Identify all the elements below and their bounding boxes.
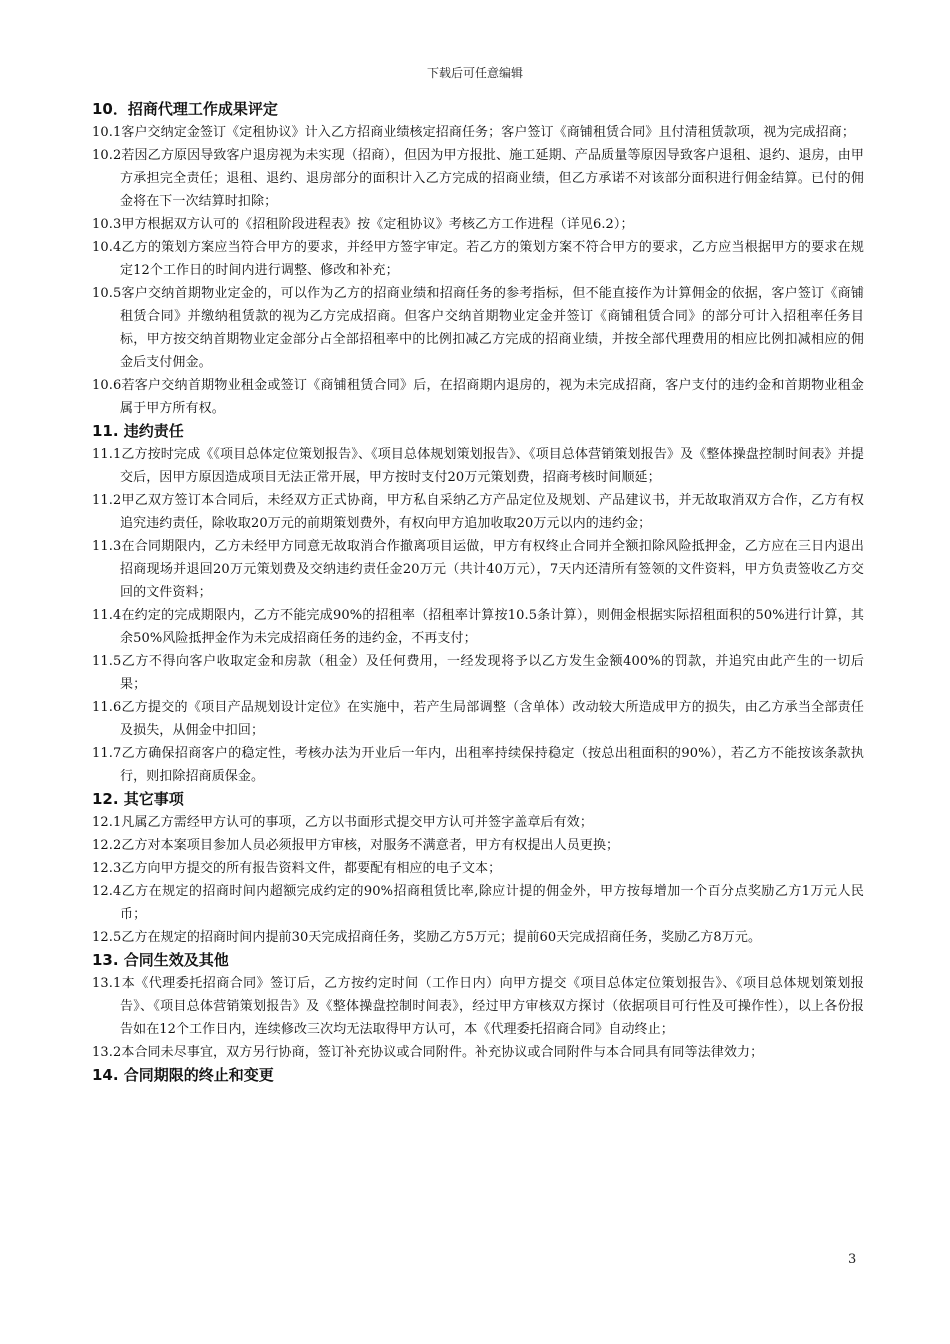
page-header: 下载后可任意编辑 — [426, 66, 523, 80]
clause-10-6: 10.6若客户交纳首期物业租金或签订《商铺租赁合同》后，在招商期内退房的，视为未完成招商，客户支付的违约金和首期物业租金属于甲方所有权。 — [92, 378, 864, 416]
clause-13-2: 13.2本合同未尽事宜，双方另行协商，签订补充协议或合同附件。补充协议或合同附件与本合同具有同等法律效力； — [92, 1045, 764, 1060]
clause-10-3: 10.3甲方根据双方认可的《招租阶段进程表》按《定租协议》考核乙方工作进程（详见6.2）； — [92, 217, 634, 232]
page-number: 3 — [848, 1252, 857, 1267]
clause-11-6: 11.6乙方提交的《项目产品规划设计定位》在实施中，若产生局部调整（含单体）改动较大所造成甲方的损失，由乙方承当全部责任及损失，从佣金中扣回； — [92, 700, 864, 738]
clause-11-2: 11.2甲乙双方签订本合同后，未经双方正式协商，甲方私自采纳乙方产品定位及规划、产品建议书，并无故取消双方合作，乙方有权追究违约责任，除收取20万元的前期策划费外，有权向甲方追加收取20万元以内的违约金； — [92, 493, 864, 531]
clause-12-1: 12.1凡属乙方需经甲方认可的事项，乙方以书面形式提交甲方认可并签字盖章后有效； — [92, 815, 593, 830]
section-title: 10．招商代理工作成果评定 — [92, 100, 278, 118]
clause-10-4: 10.4乙方的策划方案应当符合甲方的要求，并经甲方签字审定。若乙方的策划方案不符合甲方的要求，乙方应当根据甲方的要求在规定12个工作日的时间内进行调整、修改和补充； — [92, 240, 864, 278]
section-12 — [92, 788, 864, 949]
document-body — [92, 98, 864, 1087]
clause-11-3: 11.3在合同期限内，乙方未经甲方同意无故取消合作撤离项目运做，甲方有权终止合同并全额扣除风险抵押金，乙方应在三日内退出招商现场并退回20万元策划费及交纳违约责任金20万元（共计40万元），7天内还清所有签领的文件资料，甲方负责签收乙方交回的文件资料； — [92, 539, 864, 600]
clause-11-1: 11.1乙方按时完成《《项目总体定位策划报告》、《项目总体规划策划报告》、《项目总体营销策划报告》及《整体操盘控制时间表》并提交后，因甲方原因造成项目无法正常开展，甲方按时支付20万元策划费，招商考核时间顺延； — [92, 447, 864, 485]
clause-13-1: 13.1本《代理委托招商合同》签订后，乙方按约定时间（工作日内）向甲方提交《项目总体定位策划报告》、《项目总体规划策划报告》、《项目总体营销策划报告》及《整体操盘控制时间表》，经过甲方审核双方探讨（依据项目可行性及可操作性），以上各份报告如在12个工作日内，连续修改三次均无法取得甲方认可，本《代理委托招商合同》自动终止； — [92, 976, 864, 1037]
clause-11-5: 11.5乙方不得向客户收取定金和房款（租金）及任何费用，一经发现将予以乙方发生金额400%的罚款，并追究由此产生的一切后果； — [92, 654, 864, 692]
section-13 — [92, 949, 864, 1064]
section-11 — [92, 420, 864, 788]
clause-12-4: 12.4乙方在规定的招商时间内超额完成约定的90%招商租赁比率,除应计提的佣金外，甲方按每增加一个百分点奖励乙方1万元人民币； — [92, 884, 864, 922]
section-title: 13. 合同生效及其他 — [92, 951, 229, 969]
clause-11-7: 11.7乙方确保招商客户的稳定性，考核办法为开业后一年内，出租率持续保持稳定（按总出租面积的90%），若乙方不能按该条款执行，则扣除招商质保金。 — [92, 746, 864, 784]
section-10 — [92, 98, 864, 420]
clause-12-3: 12.3乙方向甲方提交的所有报告资料文件，都要配有相应的电子文本； — [92, 861, 502, 876]
section-title: 14. 合同期限的终止和变更 — [92, 1066, 274, 1084]
clause-10-5: 10.5客户交纳首期物业定金的，可以作为乙方的招商业绩和招商任务的参考指标，但不能直接作为计算佣金的依据，客户签订《商铺租赁合同》并缴纳租赁款的视为乙方完成招商。但客户交纳首期物业定金并签订《商铺租赁合同》的部分可计入招租率任务目标，甲方按交纳首期物业定金部分占全部招租率中的比例扣减乙方完成的招商业绩，并按全部代理费用的相应比例扣减相应的佣金后支付佣金。 — [92, 286, 864, 370]
section-14 — [92, 1064, 864, 1086]
clause-12-5: 12.5乙方在规定的招商时间内提前30天完成招商任务，奖励乙方5万元；提前60天完成招商任务，奖励乙方8万元。 — [92, 930, 762, 945]
section-title: 12. 其它事项 — [92, 790, 184, 808]
section-title: 11. 违约责任 — [92, 422, 184, 440]
clause-10-2: 10.2若因乙方原因导致客户退房视为未实现（招商），但因为甲方报批、施工延期、产品质量等原因导致客户退租、退约、退房，由甲方承担完全责任；退租、退约、退房部分的面积计入乙方完成的招商业绩，但乙方承诺不对该部分面积进行佣金结算。已付的佣金将在下一次结算时扣除； — [92, 148, 864, 209]
clause-10-1: 10.1客户交纳定金签订《定租协议》计入乙方招商业绩核定招商任务；客户签订《商铺租赁合同》且付清租赁款项，视为完成招商； — [92, 125, 855, 140]
clause-12-2: 12.2乙方对本案项目参加人员必须报甲方审核，对服务不满意者，甲方有权提出人员更换； — [92, 838, 620, 853]
clause-11-4: 11.4在约定的完成期限内，乙方不能完成90%的招租率（招租率计算按10.5条计算），则佣金根据实际招租面积的50%进行计算，其余50%风险抵押金作为未完成招商任务的违约金，不再支付； — [92, 608, 864, 646]
